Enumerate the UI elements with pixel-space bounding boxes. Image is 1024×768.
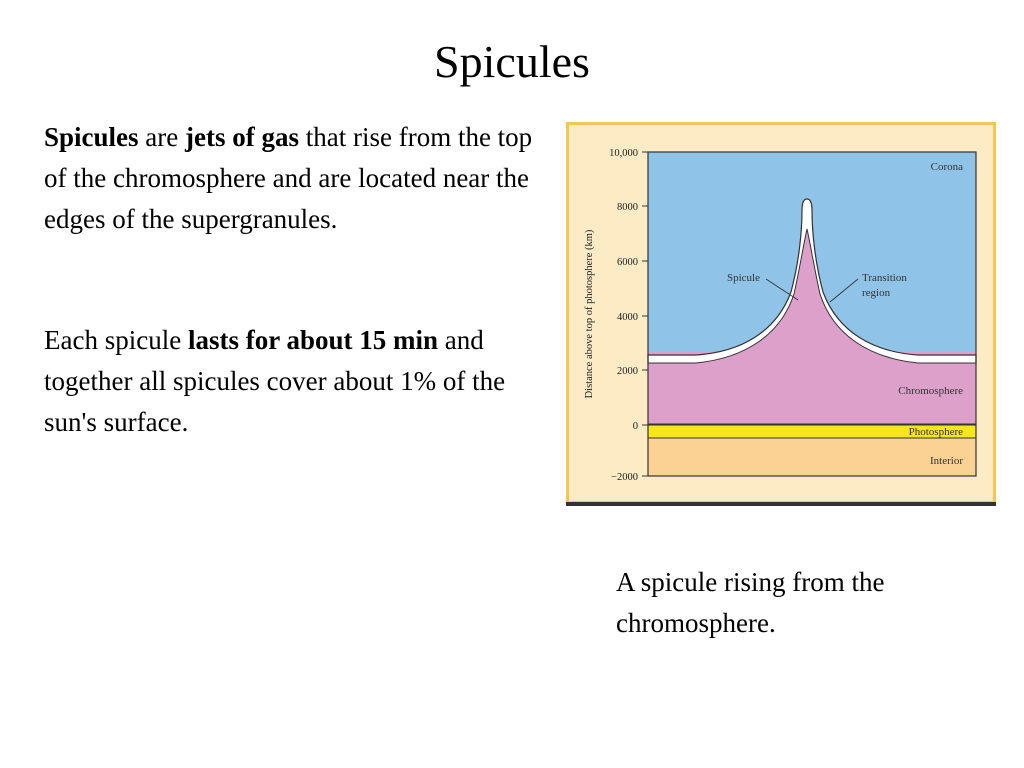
y-tick-label: 2000 — [617, 366, 638, 377]
spicule-diagram — [566, 122, 996, 508]
chromosphere-label: Chromosphere — [898, 385, 963, 397]
y-tick-label: −2000 — [611, 472, 638, 483]
term-jets-of-gas: jets of gas — [185, 122, 299, 152]
term-spicules: Spicules — [44, 122, 139, 152]
interior-label: Interior — [930, 455, 963, 467]
corona-label: Corona — [930, 161, 963, 173]
transition-label: region — [862, 287, 891, 299]
spicule-label: Spicule — [727, 272, 760, 284]
intro-paragraph — [44, 117, 544, 240]
interior-layer — [648, 438, 976, 476]
y-tick-label: 0 — [632, 421, 638, 432]
y-tick-label: 10,000 — [609, 148, 638, 159]
y-tick-label: 6000 — [617, 257, 638, 268]
text-run: that rise from the top of the chromosphere and are located near the edges of the supergranules. — [44, 122, 533, 234]
y-axis-label: Distance above top of photosphere (km) — [584, 229, 595, 399]
slide-title: Spicules — [434, 36, 590, 87]
figure-bottom-rule — [566, 502, 996, 506]
transition-label: Transition — [862, 272, 907, 284]
y-tick-label: 4000 — [617, 312, 638, 323]
lifetime-paragraph — [44, 320, 544, 443]
text-run: Each spicule — [44, 325, 188, 355]
photosphere-label: Photosphere — [908, 426, 963, 438]
text-run: and together all spicules cover about 1% of the sun's surface. — [44, 325, 506, 437]
text-run: are — [138, 122, 185, 152]
y-tick-label: 8000 — [617, 202, 638, 213]
figure-caption: A spicule rising from the chromosphere. — [616, 567, 885, 638]
term-lifetime: lasts for about 15 min — [187, 325, 438, 355]
